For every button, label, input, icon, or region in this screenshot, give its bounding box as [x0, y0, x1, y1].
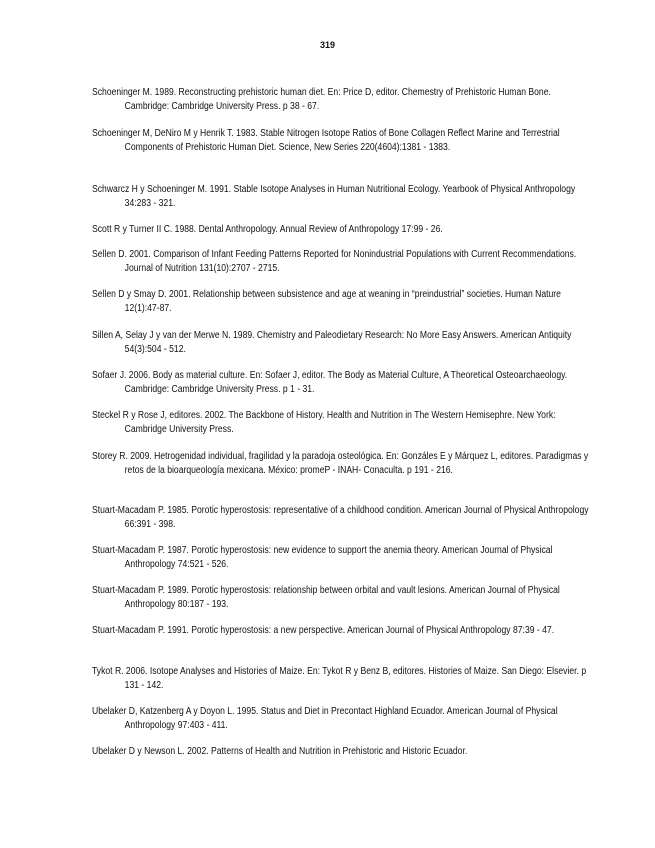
reference-entry: Tykot R. 2006. Isotope Analyses and Histories of Maize. En: Tykot R y Benz B, editores. Histories of Maize. San Diego: Elsevier. p 131 - 142.	[92, 666, 587, 691]
reference-entry: Sofaer J. 2006. Body as material culture. En: Sofaer J, editor. The Body as Material Culture, A Theoretical Osteoarchaeology. Cambridge: Cambridge University Press. p 1 - 31.	[92, 370, 568, 395]
reference-entry: Sellen D y Smay D. 2001. Relationship between subsistence and age at weaning in “preindustrial” societies. Human Nature 12(1):47-87.	[92, 289, 561, 314]
page-number: 319	[319, 40, 336, 50]
reference-entry: Stuart-Macadam P. 1985. Porotic hyperostosis: representative of a childhood condition. American Journal of Physical Anthropology 66:391 - 398.	[92, 505, 589, 530]
reference-entry: Schwarcz H y Schoeninger M. 1991. Stable Isotope Analyses in Human Nutritional Ecology. Yearbook of Physical Anthropology 34:283 - 321.	[92, 184, 576, 209]
reference-entry: Stuart-Macadam P. 1991. Porotic hyperostosis: a new perspective. American Journal of Physical Anthropology 87:39 - 47.	[92, 625, 555, 636]
reference-entry: Stuart-Macadam P. 1989. Porotic hyperostosis: relationship between orbital and vault lesions. American Journal of Physical Anthropology 80:187 - 193.	[92, 585, 560, 610]
reference-entry: Storey R. 2009. Hetrogenidad individual, fragilidad y la paradoja osteológica. En: Gonzáles E y Márquez L, editores. Paradigmas y retos de la bioarqueología mexicana. México: promeP - INAH- Conaculta. p 191 - 216.	[92, 451, 589, 476]
reference-entry: Stuart-Macadam P. 1987. Porotic hyperostosis: new evidence to support the anemia theory. American Journal of Physical Anthropology 74:521 - 526.	[92, 545, 553, 570]
reference-entry: Ubelaker D y Newson L. 2002. Patterns of Health and Nutrition in Prehistoric and Historic Ecuador.	[92, 746, 468, 757]
reference-entry: Ubelaker D, Katzenberg A y Doyon L. 1995. Status and Diet in Precontact Highland Ecuador. American Journal of Physical Anthropology 97:403 - 411.	[92, 706, 558, 731]
reference-entry: Schoeninger M. 1989. Reconstructing prehistoric human diet. En: Price D, editor. Chemestry of Prehistoric Human Bone. Cambridge: Cambridge University Press. p 38 - 67.	[92, 87, 551, 112]
reference-entry: Scott R y Turner II C. 1988. Dental Anthropology. Annual Review of Anthropology 17:99 - 26.	[92, 224, 443, 235]
reference-entry: Sillen A, Selay J y van der Merwe N. 1989. Chemistry and Paleodietary Research: No More Easy Answers. American Antiquity 54(3):504 - 512.	[92, 330, 572, 355]
reference-entry: Schoeninger M, DeNiro M y Henrik T. 1983. Stable Nitrogen Isotope Ratios of Bone Collagen Reflect Marine and Terrestrial Components of Prehistoric Human Diet. Science, New Series 220(4604):1381 - 1383.	[92, 128, 560, 153]
reference-entry: Sellen D. 2001. Comparison of Infant Feeding Patterns Reported for Nonindustrial Populations with Current Recommendations. Journal of Nutrition 131(10):2707 - 2715.	[92, 249, 577, 274]
reference-entry: Steckel R y Rose J, editores. 2002. The Backbone of History. Health and Nutrition in The Western Hemisephre. New York: Cambridge University Press.	[92, 410, 556, 435]
